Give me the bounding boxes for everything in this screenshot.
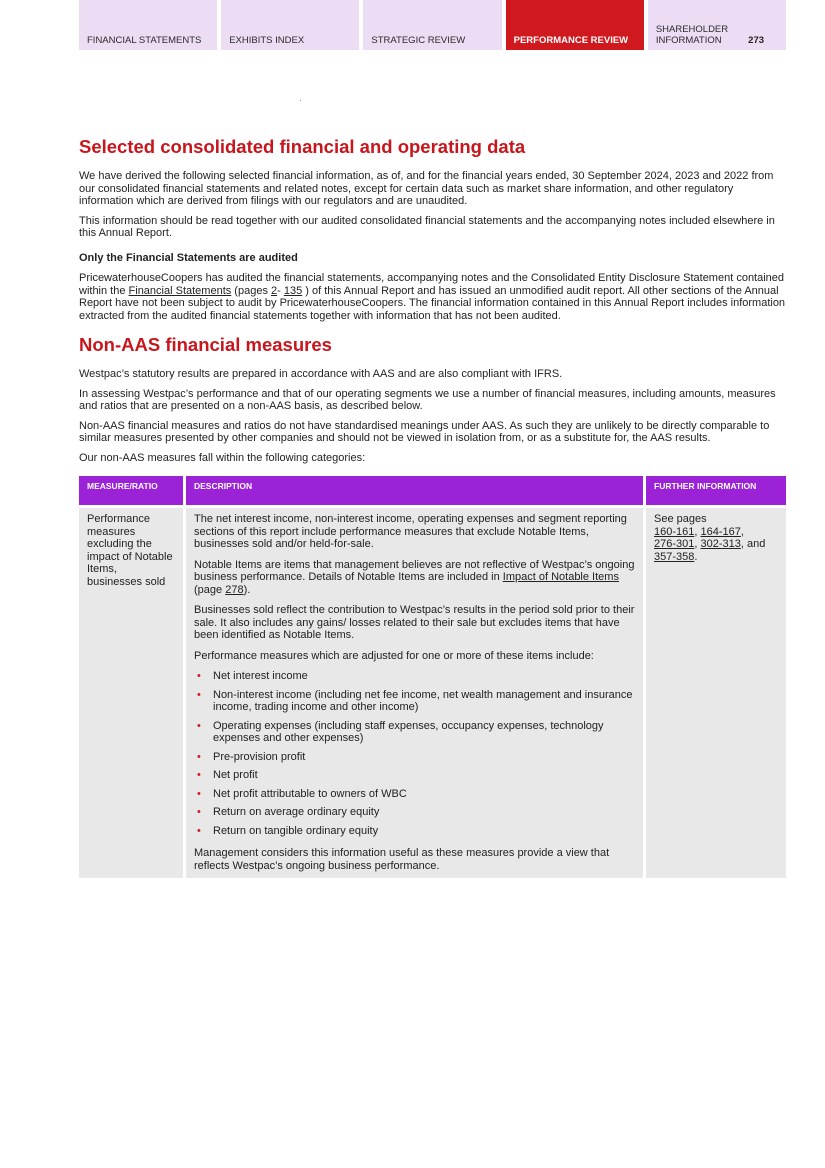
description-paragraph: Businesses sold reflect the contribution to Westpac’s results in the period sold prior to their sale. It also includes any gains/ losses related to their sale but excludes items that have been identified as Notable Items.: [194, 604, 635, 641]
non-aas-measures-table: [76, 473, 789, 881]
link-page-135[interactable]: 135: [283, 284, 303, 297]
top-navigation: [79, 0, 786, 50]
table-header-row: [79, 476, 786, 505]
text: .: [694, 550, 698, 563]
tab-strategic-review[interactable]: [363, 0, 501, 50]
text: ) of this Annual Report and has issued an unmodified audit report. All other sections of the Annual Report have not been subject to audit by PricewaterhouseCoopers. The financial information contained in this Annual Report includes information extracted from the audited financial statements together with information that has not been audited.: [79, 284, 786, 322]
text: ).: [243, 583, 251, 596]
paragraph: We have derived the following selected financial information, as of, and for the financial years ended, 30 September 2024, 2023 and 2022 from our consolidated financial statements and related notes, except for certain data such as market share information, and other regulatory information which are derived from filings with our regulators and are unaudited.: [79, 170, 774, 207]
paragraph-audit: [79, 272, 786, 322]
cell-further-info: [646, 508, 786, 878]
column-header-further-info: FURTHER INFORMATION: [646, 476, 786, 505]
measure-list: [194, 670, 635, 837]
link-pages-302-313[interactable]: 302-313: [700, 538, 741, 550]
list-item: • Pre-provision profit: [194, 751, 635, 764]
tab-performance-review[interactable]: [506, 0, 644, 50]
tab-exhibits-index[interactable]: [221, 0, 359, 50]
section-title-selected-data: Selected consolidated financial and operating data: [79, 136, 526, 157]
link-pages-276-301[interactable]: 276-301: [654, 538, 695, 550]
link-impact-of-notable-items[interactable]: Impact of Notable Items: [502, 571, 619, 583]
paragraph: Non-AAS financial measures and ratios do not have standardised meanings under AAS. As such they are unlikely to be directly comparable to similar measures presented by other companies and should not be viewed in isolation from, or as a substitute for, the AAS results.: [79, 419, 770, 444]
cell-description: [186, 508, 643, 878]
list-item: • Net profit attributable to owners of WBC: [194, 788, 635, 801]
text: PricewaterhouseCoopers has audited the financial statements, accompanying notes and the Consolidated Entity Disclosure Statement contained within the: [79, 272, 785, 297]
link-financial-statements[interactable]: Financial Statements: [128, 284, 232, 297]
section-title-non-aas: Non-AAS financial measures: [79, 334, 332, 355]
page-number: 273: [748, 34, 765, 46]
text: Notable Items are items that management believes are not reflective of Westpac’s ongoing business performance. Details of Notable Items are included in: [194, 558, 635, 583]
paragraph: Westpac’s statutory results are prepared in accordance with AAS and are also compliant with IFRS.: [79, 368, 563, 380]
subheading-audited: Only the Financial Statements are audited: [79, 251, 298, 264]
list-item: • Operating expenses (including staff expenses, occupancy expenses, technology expenses and other expenses): [194, 720, 635, 745]
tab-label: PERFORMANCE REVIEW: [513, 34, 629, 46]
decorative-dot: [300, 100, 301, 101]
tab-label: STRATEGIC REVIEW: [371, 34, 466, 46]
list-item: • Net profit: [194, 769, 635, 782]
tab-label: FINANCIAL STATEMENTS: [87, 34, 202, 46]
main-content: [79, 136, 786, 881]
list-item: • Return on average ordinary equity: [194, 806, 635, 819]
separator: ,: [694, 525, 701, 538]
column-header-description: DESCRIPTION: [186, 476, 643, 505]
paragraph: Our non-AAS measures fall within the following categories:: [79, 451, 366, 464]
link-page-278[interactable]: 278: [225, 583, 244, 596]
text: (pages: [231, 284, 271, 297]
link-pages-164-167[interactable]: 164-167: [700, 525, 741, 538]
link-page-2[interactable]: 2: [271, 284, 278, 297]
cell-measure: Performance measures excluding the impact of Notable Items, businesses sold: [79, 508, 183, 878]
separator: , and: [740, 538, 766, 550]
link-pages-160-161[interactable]: 160-161: [654, 525, 695, 538]
list-item: • Return on tangible ordinary equity: [194, 825, 635, 838]
separator: ,: [694, 538, 701, 550]
tab-label: SHAREHOLDER INFORMATION: [655, 24, 729, 46]
description-paragraph: The net interest income, non-interest income, operating expenses and segment reporting sections of this report include performance measures that exclude Notable Items, businesses sold and/or held-for-sale.: [194, 513, 627, 550]
paragraph: In assessing Westpac’s performance and that of our operating segments we use a number of financial measures, including amounts, measures and ratios that are presented on a non-AAS basis, as described below.: [79, 387, 776, 412]
text: (page: [194, 583, 226, 596]
text: See pages: [654, 513, 707, 525]
table-row: [79, 508, 786, 878]
tab-label: EXHIBITS INDEX: [229, 34, 305, 46]
description-paragraph: Performance measures which are adjusted for one or more of these items include:: [194, 649, 594, 662]
paragraph: This information should be read together with our audited consolidated financial statements and the accompanying notes included elsewhere in this Annual Report.: [79, 214, 775, 239]
description-paragraph: [194, 559, 635, 597]
list-item: • Net interest income: [194, 670, 635, 683]
tab-financial-statements[interactable]: [79, 0, 217, 50]
text: -: [277, 284, 284, 297]
column-header-measure: MEASURE/RATIO: [79, 476, 183, 505]
list-item: • Non-interest income (including net fee income, net wealth management and insurance income, trading income and other income): [194, 689, 635, 714]
link-pages-357-358[interactable]: 357-358: [654, 550, 695, 563]
description-paragraph: Management considers this information useful as these measures provide a view that reflects Westpac’s ongoing business performance.: [194, 847, 610, 872]
tab-shareholder-information[interactable]: [648, 0, 786, 50]
separator: ,: [740, 525, 744, 538]
